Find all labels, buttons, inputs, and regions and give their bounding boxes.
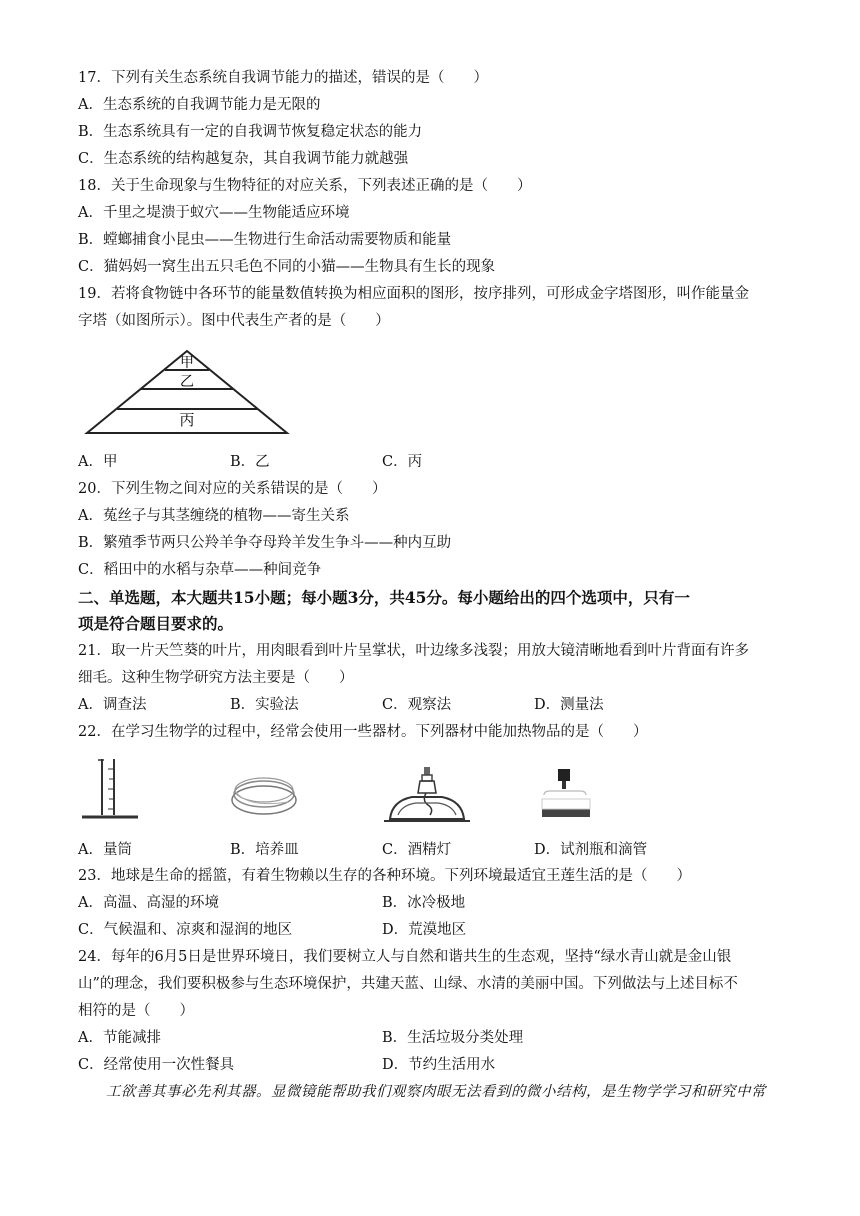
question-20-stem: 20．下列生物之间对应的关系错误的是（ ） xyxy=(78,481,387,497)
question-22-option-d: D．试剂瓶和滴管 xyxy=(534,842,648,858)
question-23-stem: 23．地球是生命的摇篮，有着生物赖以生存的各种环境。下列环境最适宜王莲生活的是（ ） xyxy=(78,868,691,884)
question-21-option-a: A．调查法 xyxy=(78,697,147,713)
question-18-stem: 18．关于生命现象与生物特征的对应关系，下列表述正确的是（ ） xyxy=(78,178,532,194)
question-23-option-a: A．高温、高湿的环境 xyxy=(78,895,219,911)
question-18-option-b: B．螳螂捕食小昆虫——生物进行生命活动需要物质和能量 xyxy=(78,232,452,248)
question-21-option-b: B．实验法 xyxy=(230,697,299,713)
question-22-stem: 22．在学习生物学的过程中，经常会使用一些器材。下列器材中能加热物品的是（ ） xyxy=(78,724,648,740)
pyramid-label-jia: 甲 xyxy=(180,355,194,371)
section-2-heading-line2: 项是符合题目要求的。 xyxy=(78,614,234,633)
question-21-stem-line2: 细毛。这种生物学研究方法主要是（ ） xyxy=(78,670,354,686)
passage-line1: 工欲善其事必先利其器。显微镜能帮助我们观察肉眼无法看到的微小结构，是生物学学习和研究中常 xyxy=(106,1084,766,1100)
question-19-stem-line2: 字塔（如图所示）。图中代表生产者的是（ ） xyxy=(78,313,390,329)
question-21-option-c: C．观察法 xyxy=(382,697,452,713)
section-2-heading-line1: 二、单选题，本大题共15小题；每小题3分，共45分。每小题给出的四个选项中，只有一 xyxy=(78,588,690,607)
question-23-option-b: B．冰冷极地 xyxy=(382,895,466,911)
question-22-option-a: A．量筒 xyxy=(78,842,132,858)
question-20-option-b: B．繁殖季节两只公羚羊争夺母羚羊发生争斗——种内互助 xyxy=(78,535,452,551)
question-21-stem-line1: 21．取一片天竺葵的叶片，用肉眼看到叶片呈掌状，叶边缘多浅裂；用放大镜清晰地看到叶片背面有许多 xyxy=(78,643,749,659)
question-24-stem-line3: 相符的是（ ） xyxy=(78,1003,194,1019)
question-18-option-a: A．千里之堤溃于蚁穴——生物能适应环境 xyxy=(78,205,350,221)
question-24-option-d: D．节约生活用水 xyxy=(382,1057,496,1073)
question-19-stem-line1: 19．若将食物链中各环节的能量数值转换为相应面积的图形，按序排列，可形成金字塔图形，叫作能量金 xyxy=(78,286,749,302)
petri-dish-figure xyxy=(228,772,300,820)
question-23-option-d: D．荒漠地区 xyxy=(382,922,467,938)
alcohol-lamp-figure xyxy=(382,763,472,825)
question-17-option-c: C．生态系统的结构越复杂，其自我调节能力就越强 xyxy=(78,151,409,167)
question-20-option-a: A．菟丝子与其茎缠绕的植物——寄生关系 xyxy=(78,508,350,524)
question-24-option-a: A．节能减排 xyxy=(78,1030,161,1046)
question-24-option-c: C．经常使用一次性餐具 xyxy=(78,1057,235,1073)
question-19-option-a: A．甲 xyxy=(78,454,118,470)
pyramid-label-yi: 乙 xyxy=(180,374,194,390)
question-19-option-c: C．丙 xyxy=(382,454,423,470)
question-19-option-b: B．乙 xyxy=(230,454,270,470)
reagent-bottle-and-dropper-figure xyxy=(534,763,598,825)
question-23-option-c: C．气候温和、凉爽和湿润的地区 xyxy=(78,922,293,938)
question-17-option-a: A．生态系统的自我调节能力是无限的 xyxy=(78,97,321,113)
question-17-stem: 17．下列有关生态系统自我调节能力的描述，错误的是（ ） xyxy=(78,70,488,86)
question-24-stem-line1: 24．每年的6月5日是世界环境日，我们要树立人与自然和谐共生的生态观，坚持“绿水青山就是金山银 xyxy=(78,949,732,965)
question-17-option-b: B．生态系统具有一定的自我调节恢复稳定状态的能力 xyxy=(78,124,423,140)
graduated-cylinder-figure xyxy=(80,757,142,823)
question-21-option-d: D．测量法 xyxy=(534,697,604,713)
question-18-option-c: C．猫妈妈一窝生出五只毛色不同的小猫——生物具有生长的现象 xyxy=(78,259,496,275)
question-24-option-b: B．生活垃圾分类处理 xyxy=(382,1030,524,1046)
pyramid-label-bing: 丙 xyxy=(179,411,195,429)
energy-pyramid-figure xyxy=(84,348,290,436)
question-24-stem-line2: 山”的理念，我们要积极参与生态环境保护，共建天蓝、山绿、水清的美丽中国。下列做法与上述目标不 xyxy=(78,976,738,992)
question-22-option-b: B．培养皿 xyxy=(230,842,299,858)
question-20-option-c: C．稻田中的水稻与杂草——种间竞争 xyxy=(78,562,322,578)
question-22-option-c: C．酒精灯 xyxy=(382,842,452,858)
